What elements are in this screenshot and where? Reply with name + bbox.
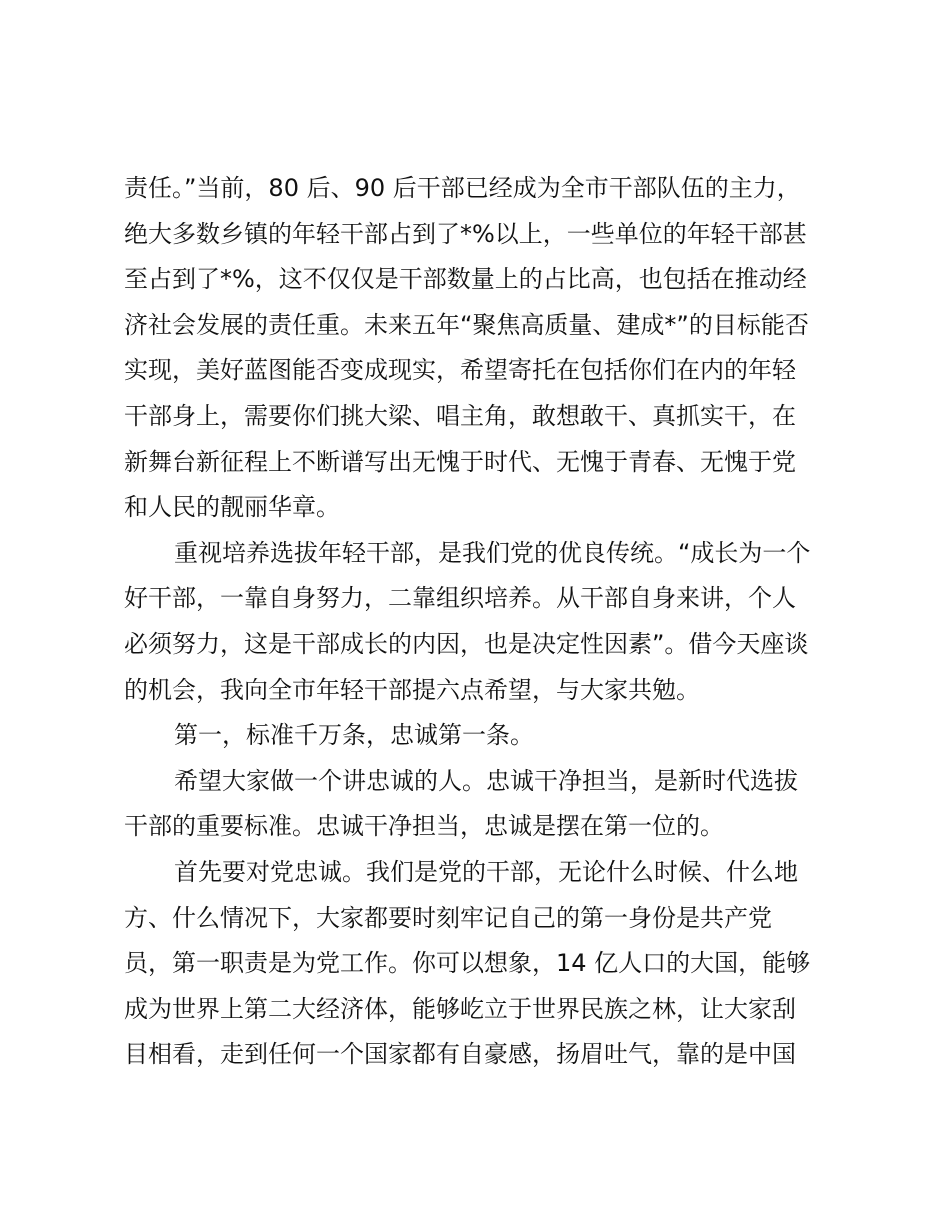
paragraph-first-line: 首先要对党忠诚。我们是党的干部，无论什么时候、什么地 [174, 857, 798, 886]
section-heading: 第一，标准千万条，忠诚第一条。 [174, 721, 534, 750]
text-line: 好干部，一靠自身努力，二靠组织培养。从干部自身来讲，个人 [124, 584, 796, 613]
text-line: 实现，美好蓝图能否变成现实，希望寄托在包括你们在内的年轻 [124, 356, 796, 385]
text-line: 责任。”当前，80 后、90 后干部已经成为全市干部队伍的主力， [124, 174, 801, 202]
text-line: 目相看，走到任何一个国家都有自豪感，扬眉吐气，靠的是中国 [124, 1040, 796, 1069]
document-body [124, 166, 844, 1078]
text-line: 干部身上，需要你们挑大梁、唱主角，敢想敢干、真抓实干，在 [124, 401, 796, 430]
text-line: 必须努力，这是干部成长的内因，也是决定性因素”。借今天座谈 [124, 629, 809, 658]
text-line: 济社会发展的责任重。未来五年“聚焦高质量、建成*”的目标能否 [124, 310, 809, 339]
text-line: 绝大多数乡镇的年轻干部占到了*%以上，一些单位的年轻干部甚 [124, 219, 807, 248]
paragraph-first-line: 希望大家做一个讲忠诚的人。忠诚干净担当，是新时代选拔 [174, 766, 798, 795]
text-line: 和人民的靓丽华章。 [124, 493, 340, 522]
text-line: 员，第一职责是为党工作。你可以想象，14 亿人口的大国，能够 [124, 949, 811, 978]
text-line: 的机会，我向全市年轻干部提六点希望，与大家共勉。 [124, 675, 700, 704]
text-line: 至占到了*%，这不仅仅是干部数量上的占比高，也包括在推动经 [124, 265, 807, 294]
text-line: 成为世界上第二大经济体，能够屹立于世界民族之林，让大家刮 [124, 994, 796, 1023]
text-line: 方、什么情况下，大家都要时刻牢记自己的第一身份是共产党 [124, 903, 772, 932]
text-line: 干部的重要标准。忠诚干净担当，忠诚是摆在第一位的。 [124, 812, 724, 841]
paragraph-first-line: 重视培养选拔年轻干部，是我们党的优良传统。“成长为一个 [174, 538, 811, 567]
text-line: 新舞台新征程上不断谱写出无愧于时代、无愧于青春、无愧于党 [124, 447, 796, 476]
